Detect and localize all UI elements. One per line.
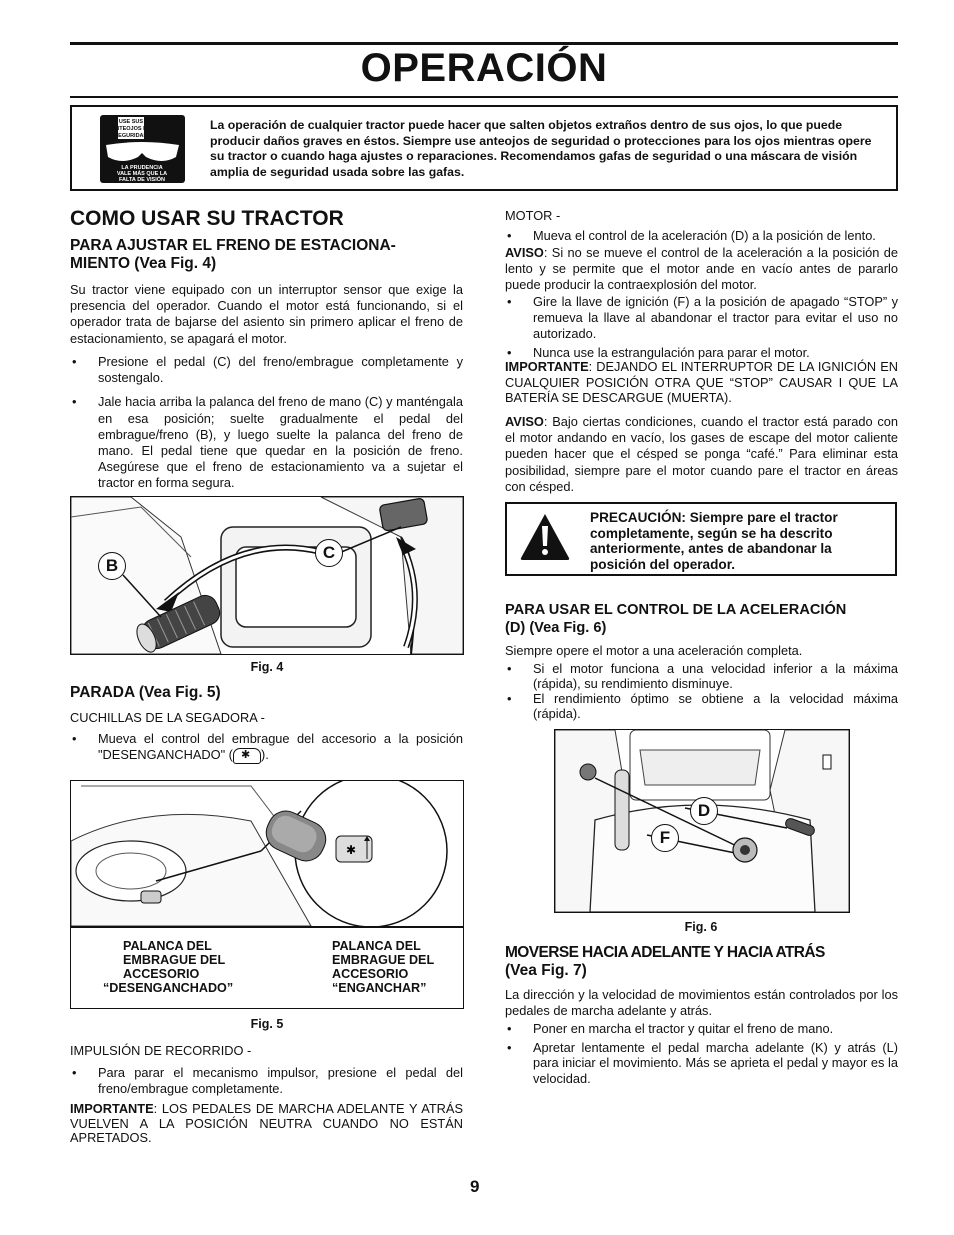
brake-heading-line2: MIENTO (Vea Fig. 4) [70, 255, 217, 272]
brake-heading [70, 237, 465, 273]
safety-glasses-icon [100, 115, 185, 183]
throttle-intro: Siempre opere el motor a una aceleración completa. [505, 643, 803, 658]
move-intro: La dirección y la velocidad de movimientos están controlados por los pedales de marcha adelante y atrás. [505, 987, 898, 1019]
important-text: : DEJANDO EL INTERRUPTOR DE LA IGNICIÓN EN CUALQUIER POSICIÓN OTRA QUE “STOP” CAUSAR I QUE LA BATERÍA SE DESCARGUE (MUERTA). [505, 359, 898, 405]
page-number: 9 [470, 1177, 480, 1196]
fig6-caption: Fig. 6 [684, 920, 718, 934]
fig5-label-left-1: EMBRAGUE DEL [123, 953, 226, 967]
move-bullets [505, 1021, 898, 1094]
figure-5-illustration [71, 781, 463, 926]
important-2 [505, 359, 898, 406]
aviso-label: AVISO [505, 245, 544, 260]
safety-warning-text: La operación de cualquier tractor puede hacer que salten objetos extraños dentro de sus ojos, lo que puede producir daños graves en éstos. Siempre use anteojos de seguridad o protecciones para los ojos mientras opere su tractor o cuando haga ajustes o reparaciones. Recomendamos gafas de seguridad o una máscara de visión amplia de seguridad usada sobre las gafas. [210, 118, 872, 179]
safety-warning-box [70, 105, 898, 191]
fig4-label-c: C [315, 539, 343, 567]
move-heading [505, 944, 898, 980]
fig5-caption: Fig. 5 [250, 1017, 284, 1031]
list-item: • Presione el pedal (C) del freno/embrague completamente y sostengalo. [70, 354, 463, 386]
fig5-label-left-0: PALANCA DEL [123, 939, 212, 953]
fig5-label-right-0: PALANCA DEL [332, 939, 421, 953]
list-item: • Mueva el control de la aceleración (D) a la posición de lento. [505, 228, 898, 244]
fig5-divider [71, 926, 463, 928]
fig6-label-d: D [690, 797, 718, 825]
list-item: • El rendimiento óptimo se obtiene a la velocidad máxima (rápida). [505, 692, 898, 721]
aviso-text: : Bajo ciertas condiciones, cuando el tractor está parado con el motor andando en vacío, los gases de escape del motor caliente pueden hacer que el césped se ponga “café.” Para eliminar esta posibilidad, siempre pare el motor cuando pare el tractor en áreas con césped. [505, 414, 898, 494]
blades-bullet-text: Mueva el control del embrague del accesorio a la posición "DESENGANCHADO" ( [98, 731, 463, 763]
aviso-2 [505, 414, 898, 495]
fig6-label-f: F [651, 824, 679, 852]
top-rule [70, 42, 898, 45]
fig5-label-left-3: “DESENGANCHADO” [103, 981, 234, 995]
figure-6 [554, 729, 850, 913]
fig5-label-right-2: ACCESORIO [332, 967, 409, 981]
fig5-label-left-2: ACCESORIO [123, 967, 200, 981]
fig5-label-right [332, 939, 434, 995]
list-item: • Para parar el mecanismo impulsor, presione el pedal del freno/embrague completamente. [70, 1065, 463, 1097]
fig4-label-b: B [98, 552, 126, 580]
throttle-heading-line2: (D) (Vea Fig. 6) [505, 620, 607, 636]
caution-box [505, 502, 897, 576]
move-heading-line2: (Vea Fig. 7) [505, 962, 587, 979]
throttle-heading-line1: PARA USAR EL CONTROL DE LA ACELERACIÓN [505, 602, 847, 618]
title-underline [70, 96, 898, 98]
aviso-1 [505, 245, 898, 294]
motor-bullets-2 [505, 294, 898, 361]
brake-heading-line1: PARA AJUSTAR EL FRENO DE ESTACIONA- [70, 237, 396, 254]
icon-text-1: ANTEOJOS DE [111, 126, 151, 132]
list-item: • Gire la llave de ignición (F) a la posición de apagado “STOP” y remueva la llave al abandonar el tractor para evitar el uso no autorizado. [505, 294, 898, 343]
aviso-label: AVISO [505, 414, 544, 429]
fig5-label-left [103, 939, 234, 995]
drive-bullets [70, 1065, 463, 1105]
figure-5 [70, 780, 464, 1009]
icon-text-3: LA PRUDENCIA [121, 165, 163, 171]
important-label: IMPORTANTE [70, 1101, 154, 1116]
move-heading-line1: MOVERSE HACIA ADELANTE Y HACIA ATRÁS [505, 944, 825, 961]
page-title: OPERACIÓN [360, 46, 608, 90]
fig5-label-right-3: “ENGANCHAR” [332, 981, 427, 995]
drive-important [70, 1102, 463, 1146]
blades-bullet-end: ). [260, 747, 269, 763]
important-label: IMPORTANTE [505, 359, 589, 374]
brake-bullets [70, 354, 463, 500]
caution-text: PRECAUCIÓN: Siempre pare el tractor completamente, según se ha descrito anteriormente, antes de abandonar la posición del operador. [590, 510, 838, 572]
safety-glasses-graphic [100, 115, 185, 183]
blades-label: CUCHILLAS DE LA SEGADORA - [70, 710, 265, 725]
list-item: • Si el motor funciona a una velocidad inferior a la máxima (rápida), su rendimiento disminuye. [505, 662, 898, 691]
stop-heading: PARADA (Vea Fig. 5) [70, 684, 221, 701]
list-item: • Jale hacia arriba la palanca del freno de mano (C) y manténgala en esa posición; suelte gradualmente el pedal del embrague/freno (B), y luego suelte la palanca del freno de mano. El pedal tiene que quedar en la posición de freno. Asegúrese que el freno de estacionamiento va a sujetar el tractor en forma segura. [70, 394, 463, 491]
blades-bullets [70, 731, 463, 772]
icon-text-5: FALTA DE VISIÓN [118, 177, 166, 183]
list-item [70, 731, 463, 764]
list-item: • Apretar lentamente el pedal marcha adelante (K) y atrás (L) para iniciar el movimiento. Más se aprieta el pedal y mayor es la velocidad. [505, 1040, 898, 1086]
icon-text-0: USE SUS [118, 119, 144, 125]
throttle-bullets [505, 662, 898, 729]
list-item: • Poner en marcha el tractor y quitar el freno de mano. [505, 1021, 898, 1036]
drive-label: IMPULSIÓN DE RECORRIDO - [70, 1043, 252, 1058]
figure-4-illustration [71, 497, 463, 654]
fig4-caption: Fig. 4 [250, 660, 284, 674]
section-heading-como-usar: COMO USAR SU TRACTOR [70, 207, 344, 230]
figure-4 [70, 496, 464, 655]
list-item: • Nunca use la estrangulación para parar el motor. [505, 345, 898, 361]
aviso-text: : Si no se mueve el control de la aceleración a la posición de lento y se permite que el motor ande en vacío antes de pararlo puede producir la contraexplosión del motor. [505, 245, 898, 293]
warning-triangle-icon [519, 512, 571, 562]
icon-text-4: VALE MÁS QUE LA [116, 171, 168, 177]
fig5-clutch-symbol: ✱ [346, 843, 357, 857]
icon-text-2: SEGURIDAD [114, 133, 148, 139]
throttle-heading [505, 601, 898, 637]
important-text: : LOS PEDALES DE MARCHA ADELANTE Y ATRÁS VUELVEN A LA POSICIÓN NEUTRA CUANDO NO ESTÁN APRETADOS. [70, 1101, 463, 1145]
fig5-label-right-1: EMBRAGUE DEL [332, 953, 435, 967]
motor-label: MOTOR - [505, 208, 561, 223]
disengaged-clutch-icon [233, 748, 261, 764]
brake-intro: Su tractor viene equipado con un interruptor sensor que exige la presencia del operador. Cuando el motor está funcionando, si el operador trata de bajarse del asiento sin primero aplicar el freno de estacionamiento, se apagará el motor. [70, 282, 463, 346]
